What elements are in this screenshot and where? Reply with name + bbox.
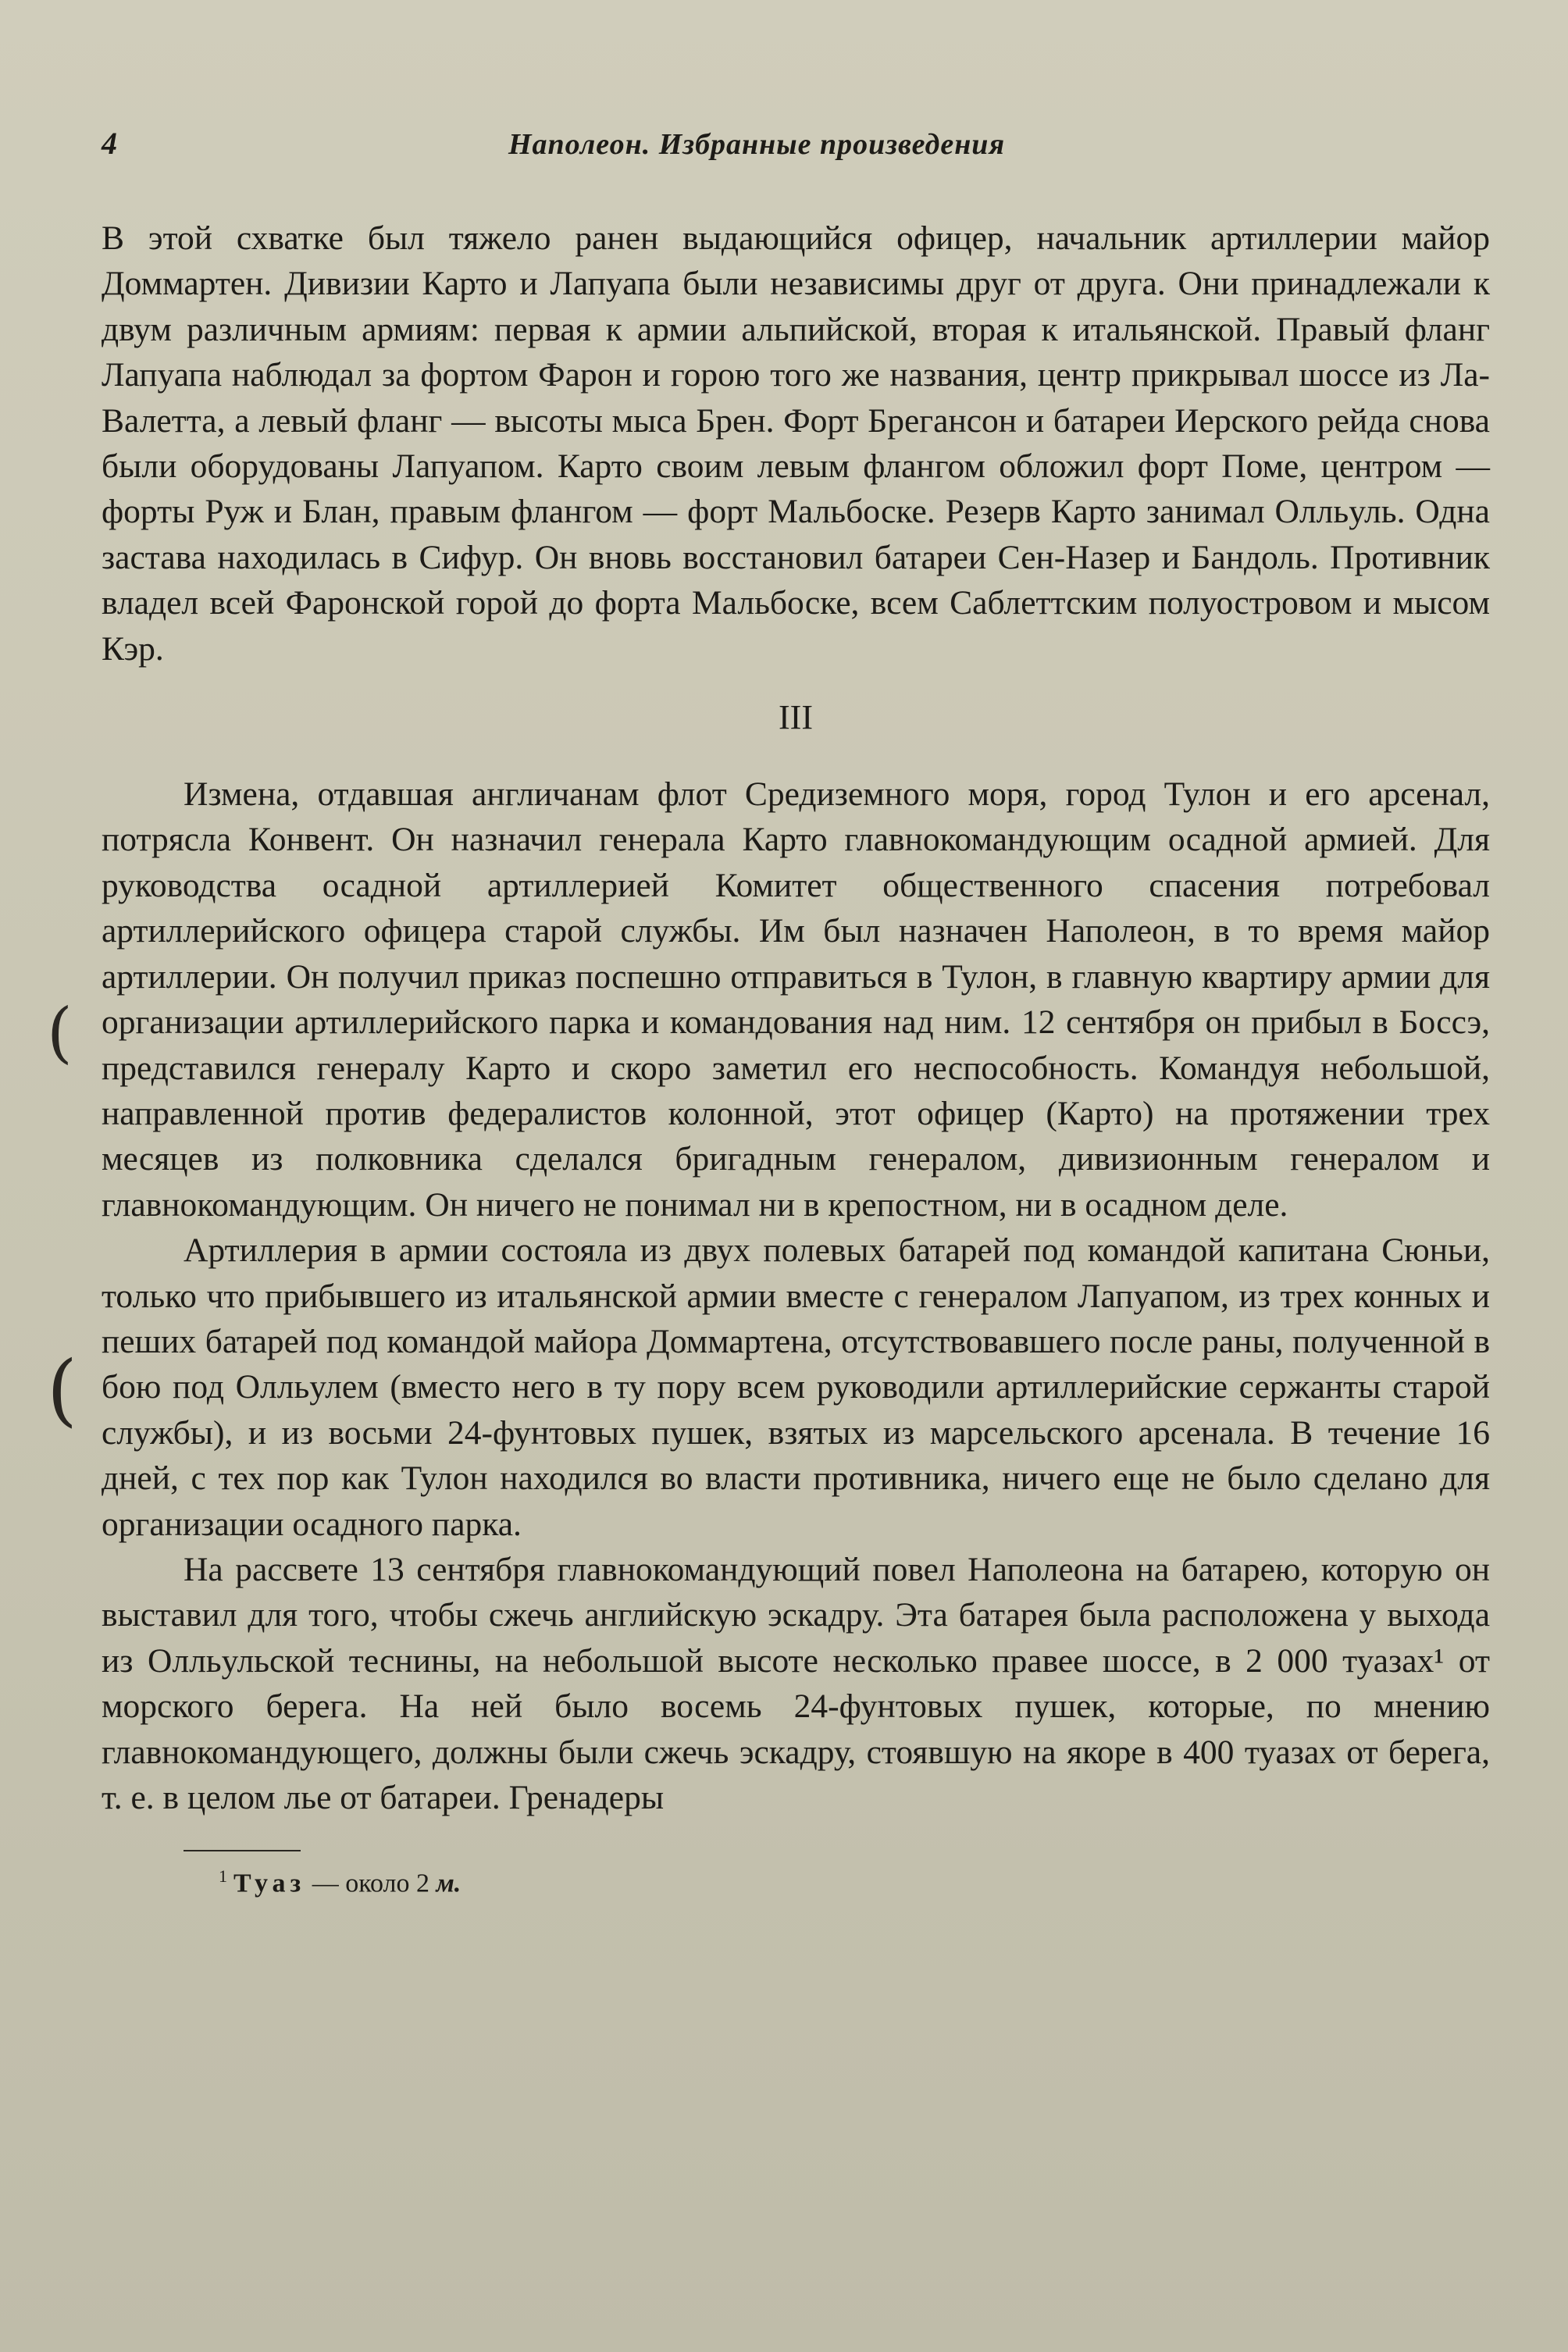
margin-bracket-mark: ( [47, 994, 73, 1071]
footnote-text: — около 2 [312, 1869, 430, 1898]
footnote-unit: м. [436, 1869, 461, 1898]
footnote-rule [184, 1850, 301, 1851]
footnote [219, 1859, 1490, 1901]
running-head [102, 125, 1490, 169]
running-title: Наполеон. Избранные произведения [508, 128, 1006, 161]
body-text [102, 216, 1490, 1820]
paragraph: В этой схватке был тяжело ранен выдающийся офицер, начальник артиллерии майор Доммартен. Дивизии Карто и Лапуапа были независимы друг от друга. Они принадлежали к двум различным армиям: первая к армии альпийской, вторая к итальянской. Правый фланг Лапуапа наблюдал за фортом Фарон и горою того же названия, центр прикрывал шоссе из Ла-Валетта, а левый фланг — высоты мыса Брен. Форт Брегансон и батареи Иерского рейда снова были оборудованы Лапуапом. Карто своим левым флангом обложил форт Поме, центром — форты Руж и Блан, правым флангом — форт Мальбоске. Резерв Карто занимал Олльуль. Одна застава находилась в Сифур. Он вновь восстановил батареи Сен-Назер и Бандоль. Противник владел всей Фаронской горой до форта Мальбоске, всем Саблеттским полуостровом и мысом Кэр. [102, 219, 1490, 668]
paragraph: На рассвете 13 сентября главнокомандующий повел Наполеона на батарею, которую он выставил для того, чтобы сжечь английскую эскадру. Эта батарея была расположена у выхода из Олльульской теснины, на небольшой высоте несколько правее шоссе, в 2 000 туазах¹ от морского берега. На ней было восемь 24-фунтовых пушек, которые, по мнению главнокомандующего, должны были сжечь эскадру, стоявшую на якоре в 400 туазах от берега, т. е. в целом лье от батареи. Гренадеры [102, 1550, 1490, 1816]
section-number: III [779, 698, 813, 737]
footnote-mark: 1 [219, 1866, 227, 1887]
page-number: 4 [102, 126, 117, 161]
paragraph: Измена, отдавшая англичанам флот Средиземного моря, город Тулон и его арсенал, потрясла Конвент. Он назначил генерала Карто главнокомандующим осадной армией. Для руководства осадной артиллерией Комитет общественного спасения потребовал артиллерийского офицера старой службы. Им был назначен Наполеон, в то время майор артиллерии. Он получил приказ поспешно отправиться в Тулон, в главную квартиру армии для организации артиллерийского парка и командования над ним. 12 сентября он прибыл в Боссэ, представился генералу Карто и скоро заметил его неспособность. Командуя небольшой, направленной против федералистов колонной, этот офицер (Карто) на протяжении трех месяцев из полковника сделался бригадным генералом, дивизионным генералом и главнокомандующим. Он ничего не понимал ни в крепостном, ни в осадном деле. [102, 775, 1490, 1224]
margin-bracket-mark: ( [47, 1344, 78, 1435]
footnote-term: Туаз [233, 1869, 306, 1898]
paragraph: Артиллерия в армии состояла из двух полевых батарей под командой капитана Сюньи, только что прибывшего из итальянской армии вместе с генералом Лапуапом, из трех конных и пеших батарей под командой майора Доммартена, отсутствовавшего после раны, полученной в бою под Олльулем (вместо него в ту пору всем руководили артиллерийские сержанты старой службы), и из восьми 24-фунтовых пушек, взятых из марсельского арсенала. В течение 16 дней, с тех пор как Тулон находился во власти противника, ничего еще не было сделано для организации осадного парка. [102, 1231, 1490, 1543]
